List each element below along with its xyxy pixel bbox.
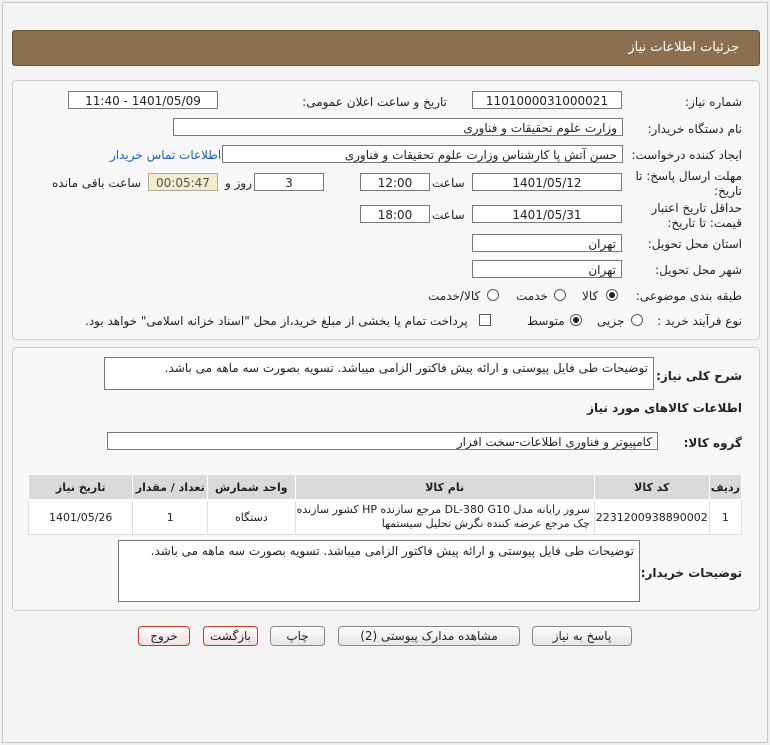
buyer-notes-field [118,540,640,602]
requester-label: ایجاد کننده درخواست: [631,148,742,162]
validity-time-label: ساعت [432,208,465,222]
buyer-contact-link[interactable]: اطلاعات تماس خریدار [110,148,222,162]
remaining-time-label: ساعت باقی مانده [52,176,142,190]
category-option-goods: کالا [582,289,599,303]
remaining-days-label: روز و [225,176,252,190]
table-row [29,500,742,535]
col-date: تاریخ نیاز [29,475,133,500]
validity-label: حداقل تاریخ اعتبار [651,201,742,215]
category-radio-both[interactable] [487,289,499,301]
goods-section-title: اطلاعات کالاهای مورد نیاز [587,401,742,415]
cell-code: 2231200938890002 [594,500,709,535]
process-radio-medium[interactable] [570,314,582,326]
deadline-label-2: تاریخ: [714,184,742,198]
deadline-label: مهلت ارسال پاسخ: تا [635,169,742,183]
col-qty: تعداد / مقدار [133,475,208,500]
col-unit: واحد شمارش [208,475,296,500]
cell-name-line1: سرور رایانه مدل DL-380 G10 مرجع سازنده HP کشور سازنده [296,503,590,516]
province-field: تهران [472,234,622,252]
cell-name [295,500,594,535]
exit-button[interactable]: خروج [138,626,190,646]
deadline-time-label: ساعت [432,176,465,190]
deadline-time-field: 12:00 [360,173,430,191]
validity-time-field: 18:00 [360,205,430,223]
cell-name-line2: چک مرجع عرضه کننده نگرش تحلیل سیستمها [381,517,590,530]
buyer-notes-text: توضیحات طی فایل پیوستی و ارائه پیش فاکتور الزامی میباشد. تسویه بصورت سه ماهه می باشد. [150,544,634,558]
process-radio-minor[interactable] [631,314,643,326]
buyer-org-field: وزارت علوم تحقیقات و فناوری [173,118,623,136]
category-label: طبقه بندی موضوعی: [635,289,742,303]
buyer-org-label: نام دستگاه خریدار: [647,122,742,136]
cell-date: 1401/05/26 [29,500,133,535]
page-title: جزئیات اطلاعات نیاز [628,40,739,55]
need-number-field: 1101000031000021 [472,91,622,109]
category-radio-service[interactable] [554,289,566,301]
goods-table [28,474,742,535]
validity-label-2: قیمت: تا تاریخ: [667,216,742,230]
cell-unit: دستگاه [208,500,296,535]
col-name: نام کالا [295,475,594,500]
process-option-minor: جزیی [597,314,625,328]
reply-button[interactable]: پاسخ به نیاز [532,626,632,646]
page-header [12,30,760,66]
goods-group-label: گروه کالا: [683,436,742,450]
summary-text: توضیحات طی فایل پیوستی و ارائه پیش فاکتور الزامی میباشد. تسویه بصورت سه ماهه می باشد. [164,361,648,375]
requester-field: حسن آتش پا کارشناس وزارت علوم تحقیقات و فناوری [222,145,623,163]
goods-group-field: کامپیوتر و فناوری اطلاعات-سخت افزار [107,432,658,450]
summary-label: شرح کلی نیاز: [656,369,742,383]
treasury-payment-note: پرداخت تمام یا بخشی از مبلغ خرید،از محل "اسناد خزانه اسلامی" خواهد بود. [85,314,468,328]
col-code: کد کالا [594,475,709,500]
announce-label: تاریخ و ساعت اعلان عمومی: [302,95,447,109]
back-button[interactable]: بازگشت [203,626,258,646]
summary-field [104,357,654,390]
need-number-label: شماره نیاز: [685,95,742,109]
city-label: شهر محل تحویل: [655,263,742,277]
treasury-payment-checkbox[interactable] [479,314,491,326]
cell-qty: 1 [133,500,208,535]
category-option-service: خدمت [516,289,548,303]
buyer-notes-label: توضیحات خریدار: [640,566,742,580]
remaining-days-field: 3 [254,173,324,191]
announce-field: 1401/05/09 - 11:40 [68,91,218,109]
category-option-both: کالا/خدمت [428,289,481,303]
cell-row: 1 [709,500,741,535]
category-radio-goods[interactable] [606,289,618,301]
print-button[interactable]: چاپ [270,626,325,646]
attachments-button[interactable]: مشاهده مدارک پیوستی (2) [338,626,520,646]
province-label: استان محل تحویل: [647,237,742,251]
col-row: ردیف [709,475,741,500]
process-option-medium: متوسط [527,314,565,328]
goods-table-header [29,475,742,500]
deadline-date-field: 1401/05/12 [472,173,622,191]
remaining-time-field: 00:05:47 [148,173,218,191]
process-label: نوع فرآیند خرید : [657,314,742,328]
validity-date-field: 1401/05/31 [472,205,622,223]
city-field: تهران [472,260,622,278]
